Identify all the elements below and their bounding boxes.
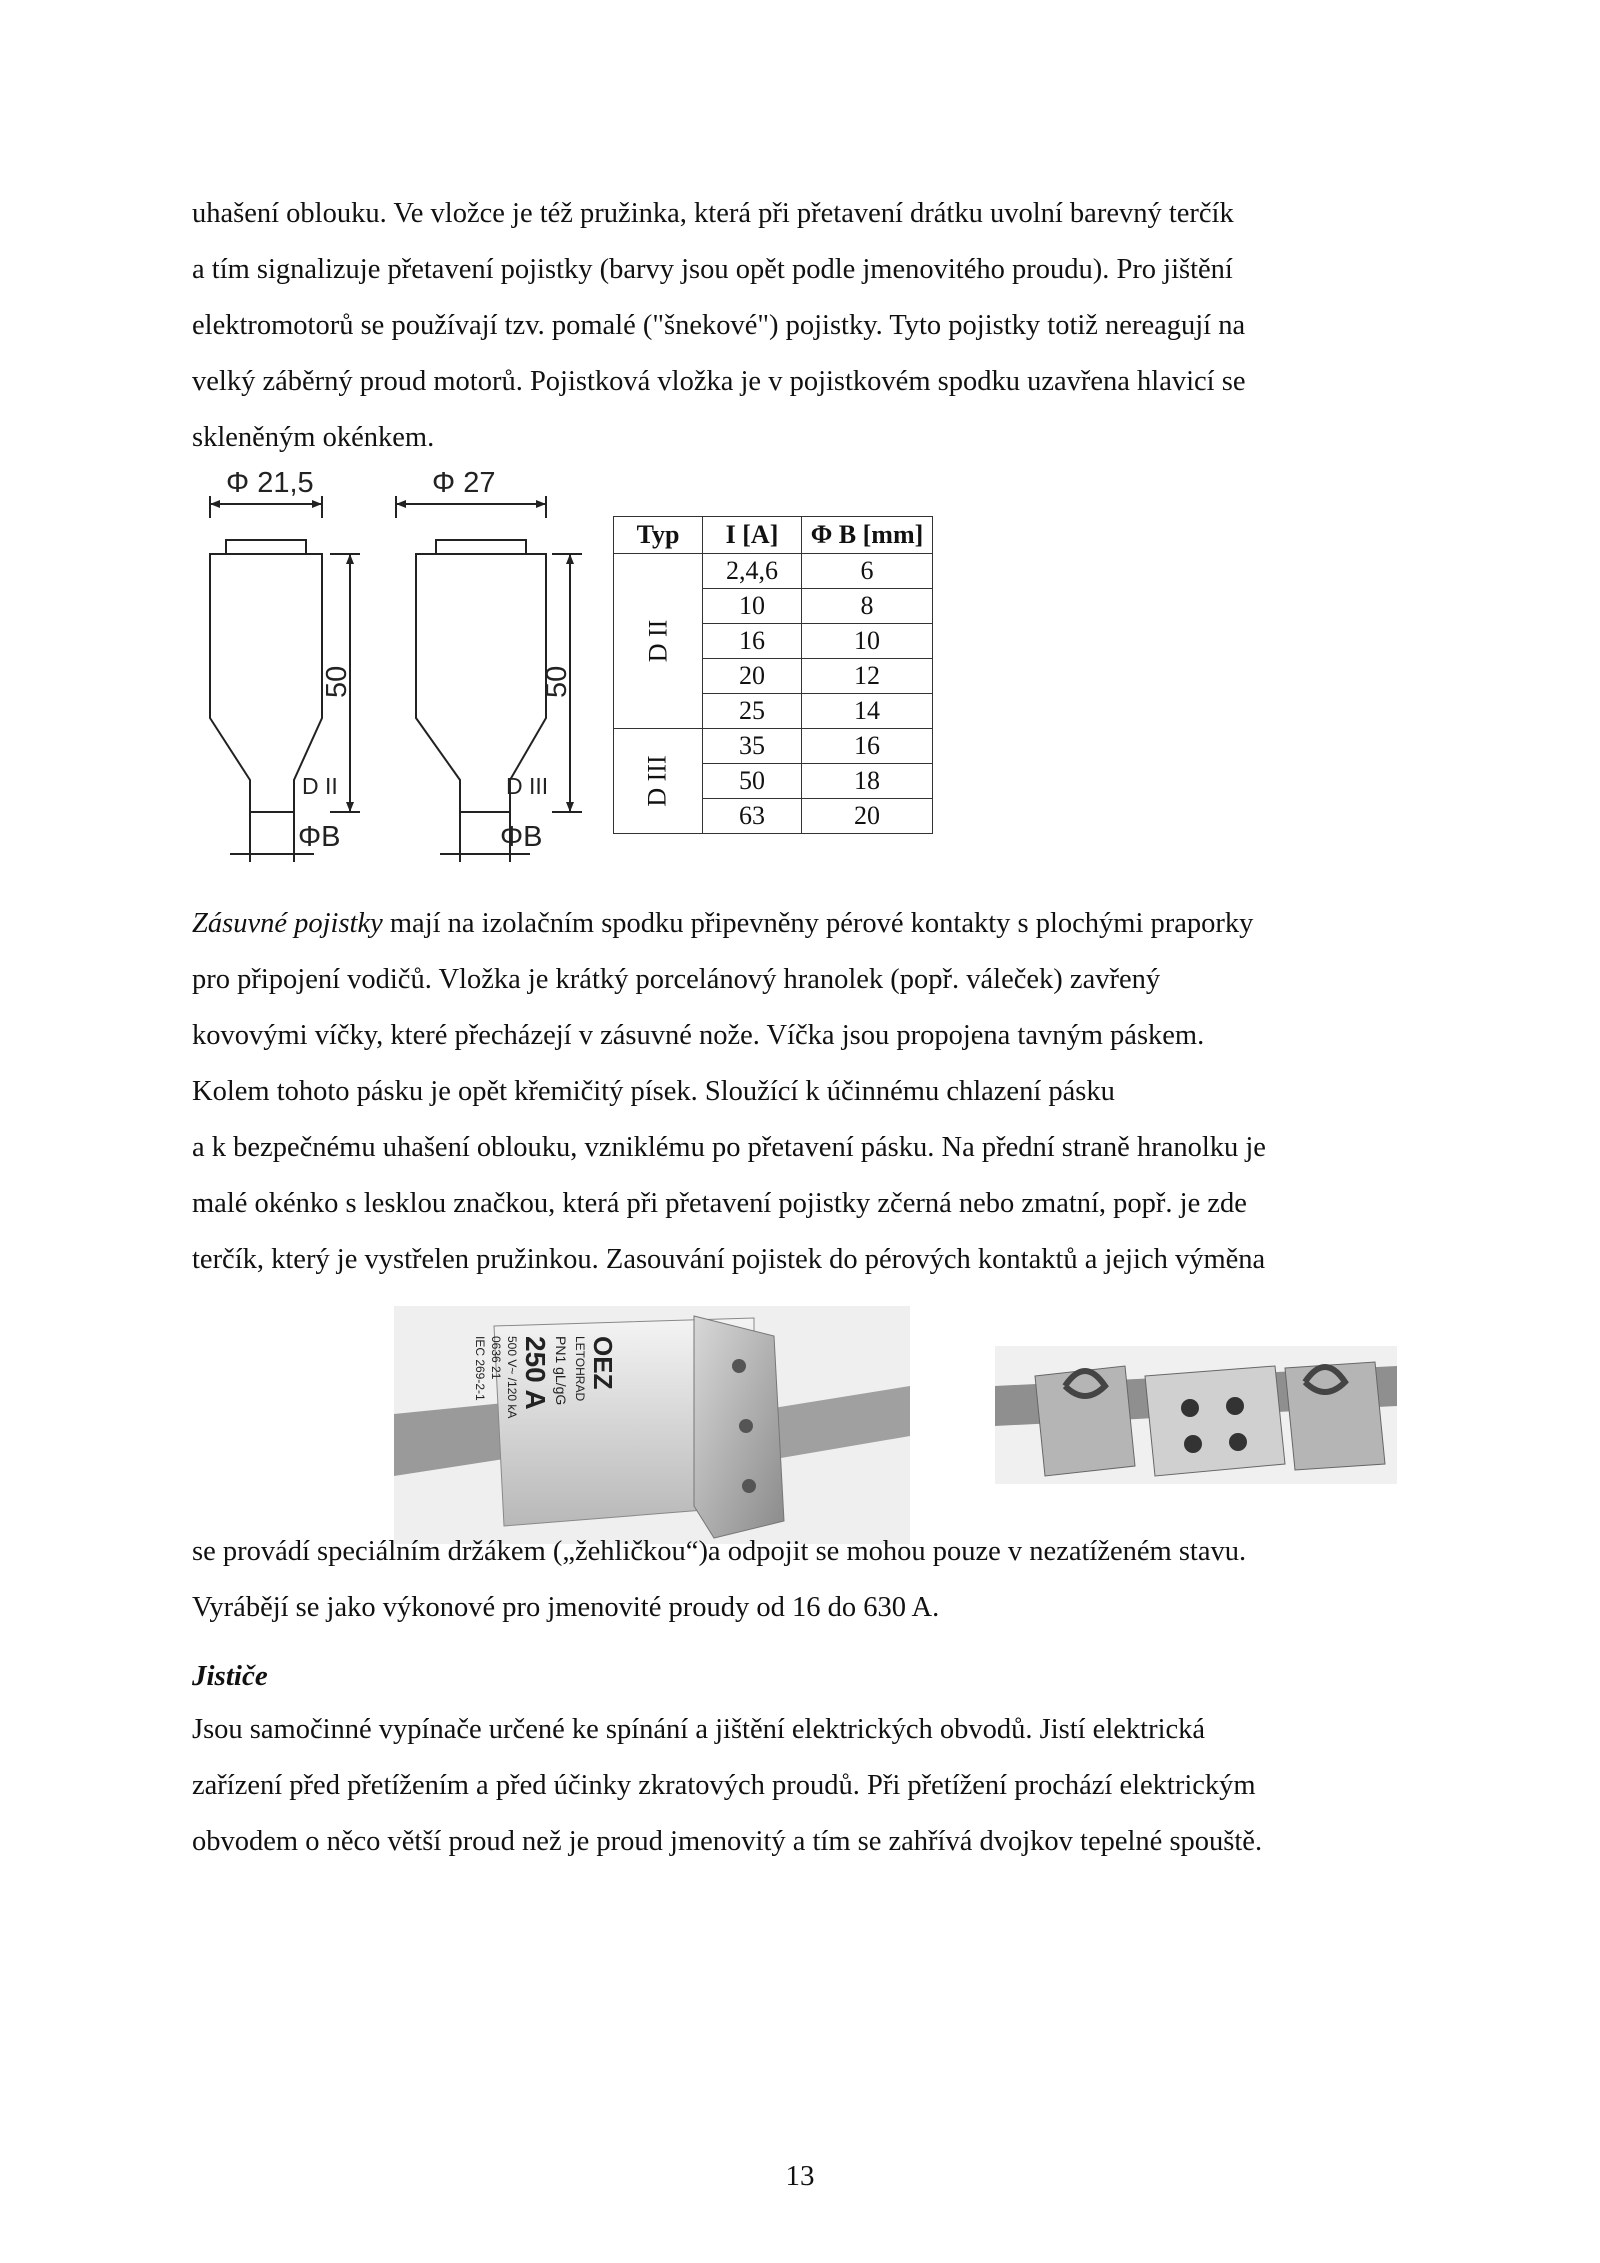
- fuse-technical-drawing: [190, 458, 610, 878]
- table-cell: 16: [703, 624, 802, 659]
- text-line: a tím signalizuje přetavení pojistky (barvy jsou opět podle jmenovitého proudu). Pro jištění: [192, 254, 1233, 285]
- text-line: elektromotorů se používají tzv. pomalé ("šnekové") pojistky. Tyto pojistky totiž nereagují na: [192, 310, 1246, 341]
- fuse-base-photo: [995, 1346, 1397, 1484]
- left-diameter-label: Φ 21,5: [226, 467, 314, 499]
- left-bottom-label: ΦB: [298, 821, 341, 853]
- text-line: kovovými víčky, které přecházejí v zásuvné nože. Víčka jsou propojena tavným páskem.: [192, 1020, 1205, 1051]
- right-height-label: 50: [541, 665, 573, 698]
- table-row: [614, 554, 933, 589]
- type-cell: D II: [614, 554, 703, 729]
- paragraph-circuit-breakers: [192, 1702, 1422, 1870]
- fuse-spec-standard: IEC 269-2-1: [473, 1336, 487, 1401]
- table-cell: 14: [802, 694, 933, 729]
- paragraph-handling: [192, 1524, 1422, 1636]
- nh-fuse-photo: [394, 1306, 910, 1544]
- table-cell: 12: [802, 659, 933, 694]
- fuse-model: PN1 gL/gG: [553, 1336, 569, 1406]
- paragraph-intro: [192, 186, 1422, 466]
- right-bottom-label: ΦB: [500, 821, 543, 853]
- table-cell: 8: [802, 589, 933, 624]
- text-line: malé okénko s lesklou značkou, která při přetavení pojistky zčerná nebo zmatní, popř. je zde: [192, 1188, 1247, 1219]
- right-diameter-label: Φ 27: [432, 467, 496, 499]
- text-line: se provádí speciálním držákem („žehličkou“)a odpojit se mohou pouze v nezatíženém stavu.: [192, 1536, 1247, 1567]
- table-header: Φ B [mm]: [802, 517, 933, 554]
- table-row: [614, 729, 933, 764]
- text-line: terčík, který je vystřelen pružinkou. Zasouvání pojistek do pérových kontaktů a jejich výměna: [192, 1244, 1266, 1275]
- text-line: a k bezpečnému uhašení oblouku, vzniklému po přetavení pásku. Na přední straně hranolku je: [192, 1132, 1266, 1163]
- text-line: Jsou samočinné vypínače určené ke spínání a jištění elektrických obvodů. Jistí elektrická: [192, 1714, 1206, 1745]
- section-heading: Jističe: [192, 1660, 268, 1692]
- text-line: pro připojení vodičů. Vložka je krátký porcelánový hranolek (popř. váleček) zavřený: [192, 964, 1161, 995]
- type-cell: D III: [614, 729, 703, 834]
- table-cell: 63: [703, 799, 802, 834]
- table-cell: 25: [703, 694, 802, 729]
- table-cell: 6: [802, 554, 933, 589]
- paragraph-plug-fuses: [192, 896, 1422, 1288]
- text-line: Kolem tohoto pásku je opět křemičitý písek. Sloužící k účinnému chlazení pásku: [192, 1076, 1115, 1107]
- table-cell: 10: [802, 624, 933, 659]
- italic-term: Zásuvné pojistky: [192, 908, 383, 939]
- fuse-rating: 250 A: [520, 1336, 551, 1410]
- table-cell: 18: [802, 764, 933, 799]
- fuse-spec-code: 0636 21: [489, 1336, 503, 1380]
- left-height-label: 50: [321, 665, 353, 698]
- text-line: Zásuvné pojistky mají na izolačním spodku připevněny pérové kontakty s plochými praporky: [192, 908, 1254, 939]
- text-line: uhašení oblouku. Ve vložce je též pružinka, která při přetavení drátku uvolní barevný terčík: [192, 198, 1234, 229]
- left-type-label: D II: [302, 773, 338, 799]
- page-number: 13: [785, 2160, 815, 2192]
- table-header: I [A]: [703, 517, 802, 554]
- table-cell: 50: [703, 764, 802, 799]
- fuse-spec-voltage: 500 V~ /120 kA: [505, 1336, 519, 1419]
- table-cell: 2,4,6: [703, 554, 802, 589]
- text-line: Vyrábějí se jako výkonové pro jmenovité proudy od 16 do 630 A.: [192, 1592, 940, 1623]
- text-line: velký záběrný proud motorů. Pojistková vložka je v pojistkovém spodku uzavřena hlavicí se: [192, 366, 1246, 397]
- table-cell: 20: [802, 799, 933, 834]
- table-cell: 10: [703, 589, 802, 624]
- table-header: Typ: [614, 517, 703, 554]
- table-cell: 35: [703, 729, 802, 764]
- fuse-brand: OEZ: [588, 1336, 618, 1390]
- text-line: zařízení před přetížením a před účinky zkratových proudů. Při přetížení prochází elektrickým: [192, 1770, 1256, 1801]
- right-type-label: D III: [506, 773, 549, 799]
- fuse-table: [613, 516, 933, 834]
- text-line: obvodem o něco větší proud než je proud jmenovitý a tím se zahřívá dvojkov tepelné spouště.: [192, 1826, 1263, 1857]
- text-line: skleněným okénkem.: [192, 422, 435, 453]
- fuse-maker: LETOHRAD: [573, 1336, 587, 1402]
- table-cell: 16: [802, 729, 933, 764]
- table-header-row: [614, 517, 933, 554]
- table-cell: 20: [703, 659, 802, 694]
